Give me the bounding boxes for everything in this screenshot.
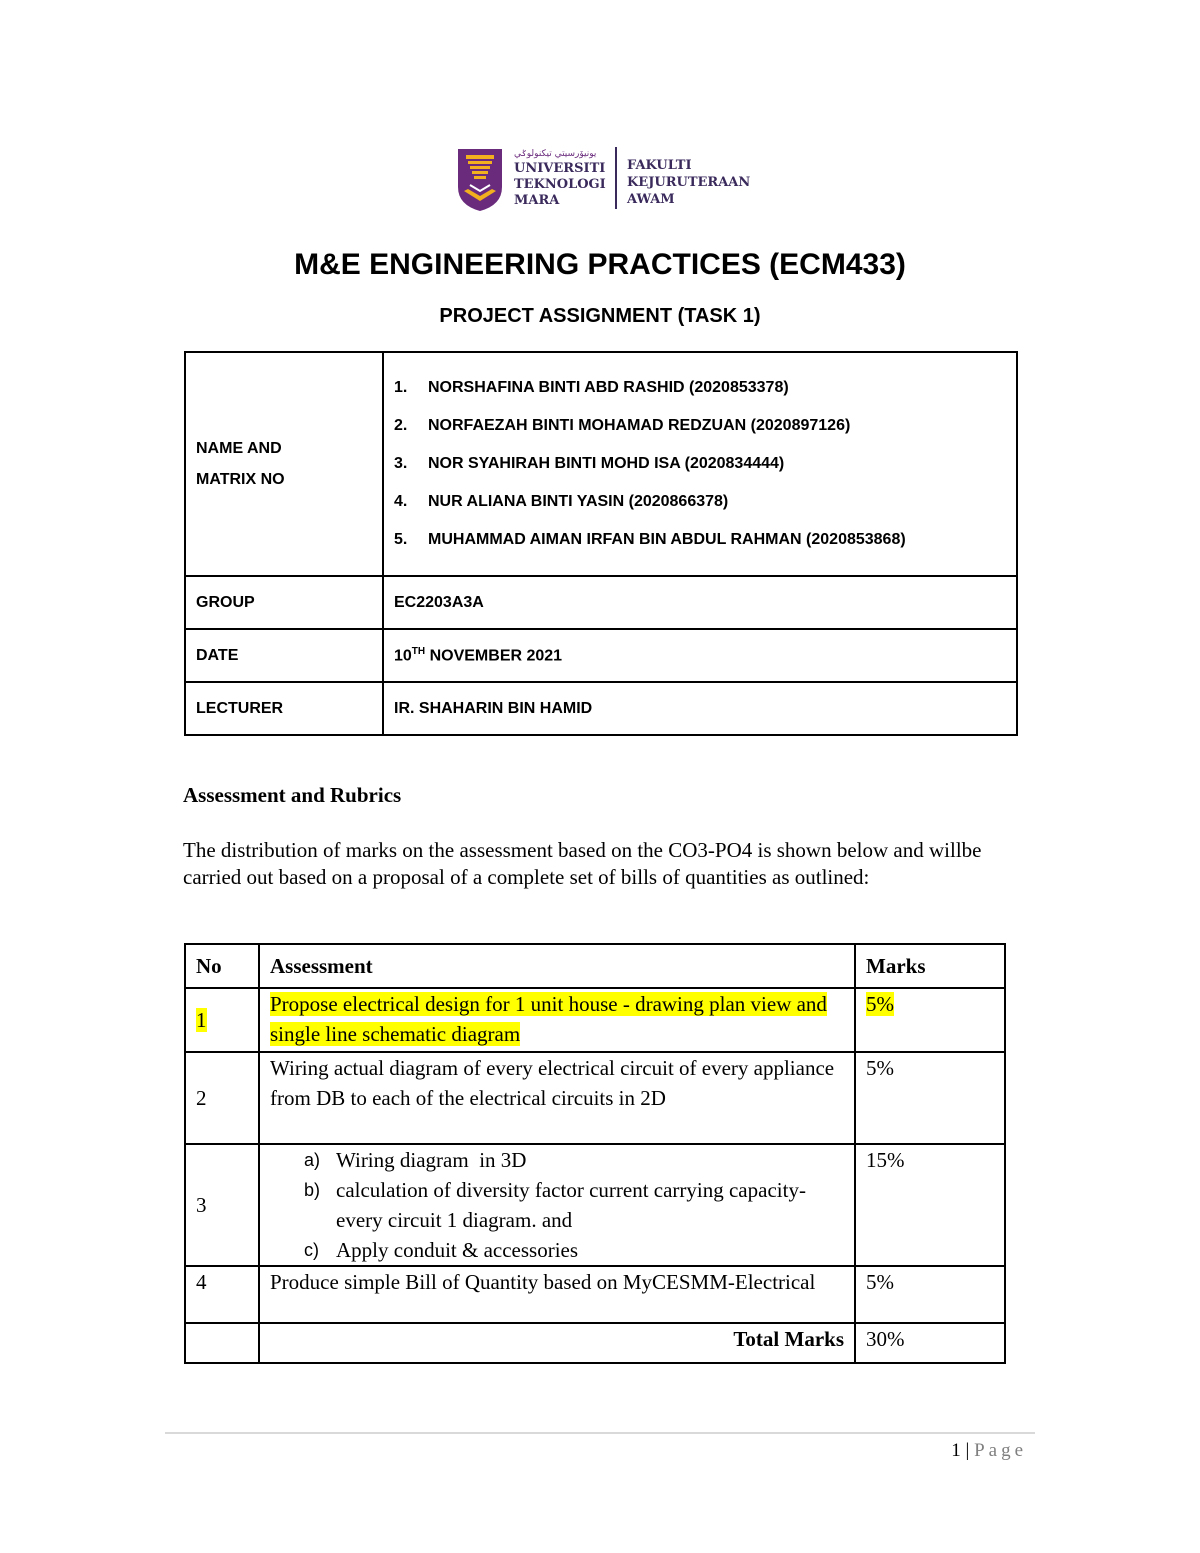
members-list [394,369,1016,559]
total-empty-cell [185,1323,259,1363]
header-marks: Marks [855,944,1005,988]
row-marks: 5% [855,988,1005,1052]
row-assessment: Produce simple Bill of Quantity based on MyCESMM-Electrical [259,1266,855,1323]
lecturer-value: IR. SHAHARIN BIN HAMID [383,682,1017,735]
date-value [383,629,1017,682]
row-no: 1 [185,988,259,1052]
row-assessment [259,1144,855,1266]
page-number: 1 [951,1440,961,1461]
date-suffix: TH [411,645,426,657]
member-item: 2. NORFAEZAH BINTI MOHAMAD REDZUAN (2020897126) [394,417,851,434]
row-marks: 5% [855,1266,1005,1323]
page-footer [951,1440,1027,1462]
rubric-total-row [185,1323,1005,1363]
footer-divider [165,1432,1035,1434]
info-row-members [185,352,1017,576]
name-label-line1: NAME AND [196,440,282,457]
group-label: GROUP [185,576,383,629]
document-subtitle: PROJECT ASSIGNMENT (TASK 1) [439,305,761,327]
total-label: Total Marks [259,1323,855,1363]
rubric-row [185,988,1005,1052]
rubric-row [185,1052,1005,1144]
member-item: 1. NORSHAFINA BINTI ABD RASHID (2020853378) [394,379,789,396]
date-label: DATE [185,629,383,682]
name-label-line2: MATRIX NO [196,471,285,488]
rubric-table [184,943,1006,1364]
group-value: EC2203A3A [383,576,1017,629]
uitm-shield-icon [456,147,504,213]
row-no: 4 [185,1266,259,1323]
sub-item: c) Apply conduit & accessories [304,1238,579,1262]
logo-divider [615,147,617,209]
page-word: Page [974,1440,1027,1461]
row-marks: 5% [855,1052,1005,1144]
sub-item-list [270,1145,844,1265]
total-value: 30% [855,1323,1005,1363]
date-rest: NOVEMBER 2021 [425,647,563,665]
info-row-date [185,629,1017,682]
name-label-cell [185,352,383,576]
footer-separator: | [960,1440,975,1461]
lecturer-label: LECTURER [185,682,383,735]
logo-university-name: UNIVERSITI TEKNOLOGI MARA [514,161,606,208]
rubric-header-row [185,944,1005,988]
member-item: 4. NUR ALIANA BINTI YASIN (2020866378) [394,493,729,510]
row-no: 3 [185,1144,259,1266]
row-no: 2 [185,1052,259,1144]
info-table [184,351,1018,736]
assessment-heading: Assessment and Rubrics [183,783,402,807]
logo-faculty-name: FAKULTI KEJURUTERAAN AWAM [627,158,751,207]
row-marks: 15% [855,1144,1005,1266]
rubric-row [185,1266,1005,1323]
info-row-group [185,576,1017,629]
header-assessment: Assessment [259,944,855,988]
info-row-lecturer [185,682,1017,735]
members-cell [383,352,1017,576]
row-assessment: Wiring actual diagram of every electrical circuit of every appliance from DB to each of the electrical circuits in 2D [259,1052,855,1144]
university-logo [456,147,751,213]
document-title: M&E ENGINEERING PRACTICES (ECM433) [294,248,906,281]
rubric-row [185,1144,1005,1266]
logo-jawi-script: ﻳﻮﻧﻴﯚرسيتي تيكنولوݢي [514,149,597,159]
sub-item: b) calculation of diversity factor current carrying capacity-every circuit 1 diagram. and [304,1178,806,1232]
sub-item: a) Wiring diagram in 3D [304,1148,527,1172]
assessment-paragraph: The distribution of marks on the assessment based on the CO3-PO4 is shown below and willbe carried out based on a proposal of a complete set of bills of quantities as outlined: [183,838,982,889]
date-day: 10 [394,647,412,665]
member-item: 5. MUHAMMAD AIMAN IRFAN BIN ABDUL RAHMAN (2020853868) [394,531,906,548]
row-assessment: Propose electrical design for 1 unit house - drawing plan view and single line schematic diagram [259,988,855,1052]
header-no: No [185,944,259,988]
member-item: 3. NOR SYAHIRAH BINTI MOHD ISA (2020834444) [394,455,785,472]
